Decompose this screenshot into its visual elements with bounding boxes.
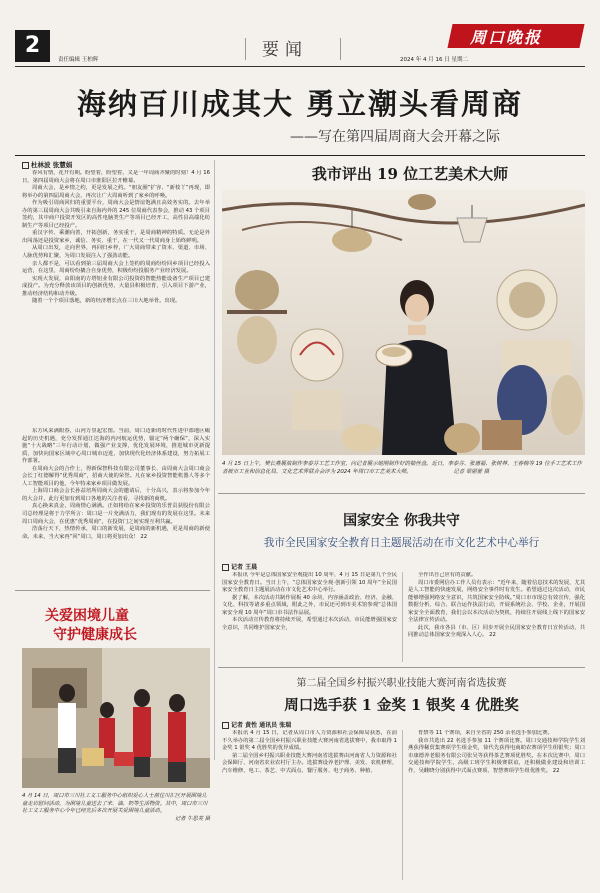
paragraph: 全作出自己应有的贡献。 (418, 572, 477, 578)
paragraph: 东方风来满眼春，山河万里起宏图。当前，周口迈新的时代性进中部地区崛起的历史机遇，充分发挥通江达海的内河航运优势，锚定“两个确保”，深入实施“十大战略”三年行动计划，做强产业支撑，优化发展环境，推进城市更新提质，加快向国家区域中心周口城市迈进，加快现代化经济体系建设，努力拓展工作部署。 (22, 428, 210, 465)
lead-byline-text: 杜林波 张慧娟 (31, 161, 73, 169)
paragraph: 周商大会，是乡情之约，更是发展之约。“朋友圈”扩容、“新枝丫”再现，即将举办的第四届周商大会，再次让广大周商听到了家乡的呼唤。 (22, 185, 210, 199)
paragraph: 重汉字传、乘潮向善，开拓创新，务实重干，是周商精神的特质。无论是外出闯荡还是投资家乡，诚信、务实、重干，在一代又一代周商身上始终鲜明。 (22, 230, 210, 244)
byline-marker-icon (222, 722, 229, 729)
security-body-col2 (408, 572, 585, 662)
paragraph: 本报讯 4 月 15 日，记者从周口市人力资源和社会保障局获悉，在前不久举办的第二届全国乡村振兴职业技能大赛河南省选拔赛中，我市取得 1 金奖 1 银奖 4 优胜奖的优异成绩。 (222, 730, 397, 752)
paragraph: 第二届全国乡村振兴职业技能大赛河南省选拔赛由河南省人力资源和社会保障厅、河南省农业农村厅主办。选拔赛设养老护理、美发、农机修理、汽车维修、电工、茶艺、中式面点、餐厅服务、电子商务、种植、 (222, 752, 397, 774)
security-subhead: 我市全民国家安全教育日主题展活动在市文化艺术中心举行 (263, 537, 540, 549)
skills-body-col1 (222, 730, 397, 880)
skills-body-col2 (408, 730, 585, 880)
feature-caption-text: 4 月 15 日上午，樊长燕展演制作李泰芬工艺工作室，向记者展示她刚制作好的抽丝盘。近日，李泰芬、张德福、张树莽、王春梅等 19 位手工艺术工作者被市工业和信息化局、文化艺术界联合会评为 2024 年周口市工艺美术大师。 (222, 461, 582, 475)
security-headline: 国家安全 你我共守 (343, 513, 460, 529)
paragraph: 此次，我市各县（市、区）同步开展全民国家安全教育日宣传活动，共同推动总体国家安全观深入人心。 22 (408, 624, 585, 639)
skills-col-divider (402, 730, 403, 880)
lead-byline (22, 160, 72, 169)
paragraph: 作为吸引周商回归的重要平台，周商大会是情谊饱满且高效务实的。去年举办的第三届周商大会共吸引来自海内外的 245 位周商代表参会，推动 43 个项目签约，其中商户投资开发区的高性电脑类生产等项目已经开工，高性县高端化纺制生产等项目已经投产。 (22, 200, 210, 229)
paragraph: 浩荡行天下，热情传承，周口的新发展，是周商的新机遇，更是周商的新使命。未来，当大家再“回”周口，周口将更加出众！ 22 (22, 526, 210, 540)
kids-photo (22, 648, 210, 788)
paragraph: 本报讯 今年是总体国家安全观提出 10 周年，4 月 15 日是第九个全民国家安全教育日。当日上午，“总体国家安全观·创新引领 10 周年”全民国家安全教育日主题展活动在市文化艺术中心举行。 (222, 572, 397, 594)
security-body-col1 (222, 572, 397, 662)
paragraph: 亲人都不是，可以看到第三届周商大会上签约的周商纷纷回乡项目已经投入运营，在这里，周商纷纷撬合自身优势，积极纷纷投服务产业经济发展。 (22, 260, 210, 275)
craft-artisan-photo (222, 190, 585, 455)
kids-caption-text: 4 月 14 日，周口市三川社工义工服务中心组织爱心人士前往川汇区开展困境儿童走访慰问活动，为困境儿童送去了米、油、奶等生活物资。其中，周口市三川社工义工服务中心今年已经先后多次开展关爱困境儿童活动。 (22, 793, 208, 814)
skills-headline: 周口选手获 1 金奖 1 银奖 4 优胜奖 (284, 697, 519, 714)
section-divider-left (245, 38, 246, 60)
lead-body-col1 (22, 170, 210, 430)
security-rule (218, 667, 585, 668)
skills-kicker: 第二届全国乡村振兴职业技能大赛河南省选拔赛 (296, 678, 507, 689)
lead-subhead: ——写在第四届周商大会开幕之际 (290, 129, 500, 145)
byline-marker-icon (22, 162, 29, 169)
paragraph: 从周口出发，走向世界，再回归乡梓，广大周商带来了资本、渠道、市场、人脉优势和汇聚，为周口发展注入了强劲动能。 (22, 245, 210, 260)
kids-headline-line2: 守护健康成长 (53, 627, 137, 643)
editor-line: 责任编辑 王柏辉 (58, 57, 99, 63)
feature-headline: 我市评出 19 位工艺美术大师 (311, 165, 509, 183)
kids-headline-line1: 关爱困境儿童 (45, 608, 129, 624)
kids-rule (15, 590, 210, 591)
security-col-divider (402, 572, 403, 662)
paragraph: 真心换来真金，周商情心满满。正如将给在家乡投资的乐普贡获股份有限公司总经理是将于力学所言：周口是一片充满活力，我们现有的发展在这里。未来周口周商大会，在优惠“优秀周商“，在投资门之间实现互利共赢。 (22, 503, 210, 525)
skills-byline-text: 记者 黄性 通讯员 张瑞 (231, 722, 292, 729)
paragraph: 春风有情，花开有期。盼望着，盼望着，又是一年周商齐聚的时刻！4 月 16 日，第四届周商大会将在周口市淮阳区拉开帷幕。 (22, 170, 210, 184)
page-number-badge: 2 (15, 30, 50, 62)
newspaper-logo-text: 周口晚报 (470, 28, 543, 47)
paragraph: 在周商大会的合作上，得新保智科技有限公司董事长、由周商大会周口商会会长丁红德解得“优秀周商”，招商大使的荣誉。凡在家乡投资智能机器人等多个人工智能项目的他，今年特来家乡项目做发展。 (22, 465, 210, 487)
header-rule (15, 66, 585, 67)
lead-rule (15, 155, 585, 156)
byline-marker-icon (222, 564, 229, 571)
skills-byline (222, 720, 291, 729)
paragraph: 本次活动宣传教育将持续开展，希望通过本次活动，市民能增强国家安全意识，共同维护国家安全， (222, 617, 397, 631)
security-byline (222, 562, 257, 571)
feature-rule (218, 493, 585, 494)
column-divider (214, 160, 215, 760)
paragraph: 育禁等 11 个赛项，来自全省的 250 余名选手参加比赛。 (418, 730, 553, 736)
section-title: 要闻 (262, 40, 308, 60)
kids-caption (22, 793, 210, 823)
kids-caption-credit: 记者 牛思芙 摄 (174, 815, 210, 822)
issue-date: 2024 年 4 月 16 日 星期二 (400, 57, 468, 63)
section-divider-right (340, 38, 341, 60)
lead-headline: 海纳百川成其大 勇立潮头看周商 (76, 87, 524, 121)
feature-photo (222, 190, 585, 455)
paragraph: 据了解，本次活动共制作展板 40 余块，内容涵盖政治、经济、金融、文化、科技等诸多重点领域，附此之外，市民还可到市美术馆参观“总体国家安全观 10 周年”周口市书法作品展。 (222, 594, 397, 616)
charity-visit-photo (22, 648, 210, 788)
security-byline-text: 记者 王晨 (231, 564, 258, 571)
paragraph: 上海周口商会会长孙益培所周商大会的邀请后，十分高兴，表示将参加今年的大会并，此行更加有到周口各地的关注者看，寻找新的商机。 (22, 488, 210, 502)
paragraph: 周口市委网信办工作人员有表示：“近年来，随着信息技术的发展，尤其是人工智能的快速发展，网络安全事件时有发生。希望通过这次活动，市民能够增强网络安全意识，共筑国家安全防线。”周口市市现总有效宣传，强化数据分析、综合、联合运作执法行动，开展系统社会、学校、企业，开展国家安全全面教育，我们会以本次活动为契机，持续往开展线上线下的国家安全法律宣传活动。 (408, 579, 585, 624)
feature-caption (222, 461, 585, 476)
feature-caption-credit: 记者 梁丽蕾 摄 (453, 468, 490, 475)
lead-body-col2 (22, 428, 210, 586)
paragraph: 实现大发展，由阳南的方塔铝业有限公司投资的智能热能设备生产项目已建成投产。为充分释放该项目的创新优势，大量县积极培育，引入项目下游产业，推动经济结构和动升级。 (22, 275, 210, 297)
paragraph: 我市共选出 22 名选手参加 11 个赛项比赛。周口交通技师学院学生刘燕获得稀贸集赛项学生组金奖，徐代先获得电商助农赛项学生组银奖；周口市康德养老服务有限公司张吴等获得茶艺赛项优胜奖。在本次比赛中，周口交通技师学院学生、高级工班学生积极赛联谊，还积极做业建设和培训工作，吴雌晓分别获得中式面点赛项、智慧赛项学生组优胜奖。 22 (408, 737, 585, 774)
paragraph: 随着一个个项目落地，新的经济增长点在三川大地举骨。出现。 (32, 298, 181, 305)
